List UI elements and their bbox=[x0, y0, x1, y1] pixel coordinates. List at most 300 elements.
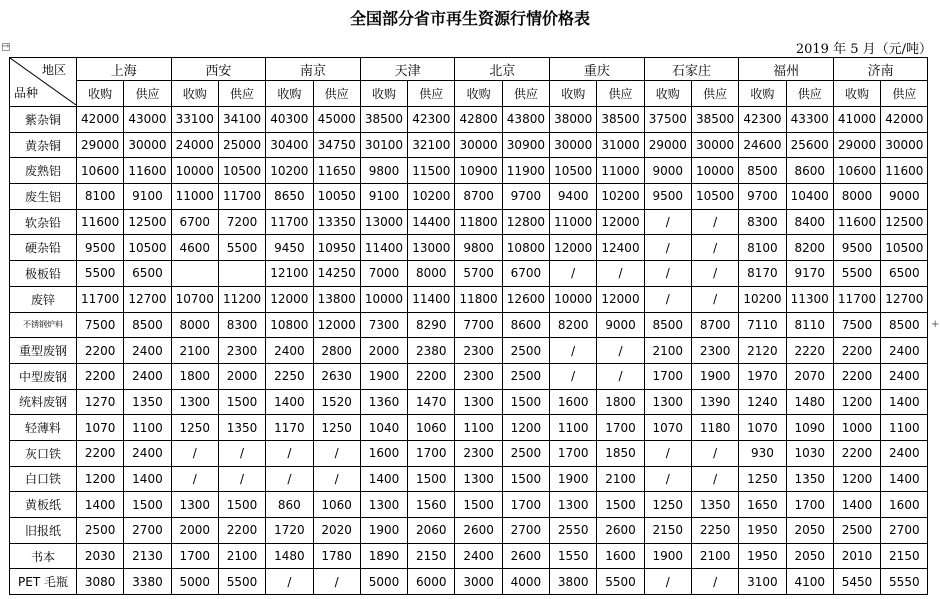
buy-price-cell: / bbox=[550, 338, 597, 364]
buy-price-cell: 1070 bbox=[739, 415, 786, 441]
supply-price-cell: 2060 bbox=[408, 518, 455, 544]
supply-price-cell: 10950 bbox=[313, 235, 360, 261]
supply-price-cell: 13350 bbox=[313, 209, 360, 235]
buy-price-cell: 42000 bbox=[77, 107, 124, 133]
supply-price-cell: 25600 bbox=[786, 132, 833, 158]
buy-price-cell: / bbox=[550, 261, 597, 287]
buy-price-cell: 9500 bbox=[833, 235, 880, 261]
buy-price-cell: 1500 bbox=[455, 492, 502, 518]
table-row bbox=[10, 312, 928, 338]
supply-price-cell: 1500 bbox=[218, 389, 265, 415]
table-row bbox=[10, 184, 928, 210]
buy-price-cell: / bbox=[644, 569, 691, 595]
buy-price-cell: 1100 bbox=[550, 415, 597, 441]
buy-price-cell: 11700 bbox=[833, 286, 880, 312]
supply-price-cell: 2150 bbox=[881, 543, 928, 569]
supply-price-cell: 2300 bbox=[691, 338, 738, 364]
supply-price-cell: / bbox=[597, 363, 644, 389]
supply-price-cell: 6700 bbox=[502, 261, 549, 287]
buy-price-cell: 2100 bbox=[171, 338, 218, 364]
supply-price-cell: 13000 bbox=[408, 235, 455, 261]
buy-price-cell: 1650 bbox=[739, 492, 786, 518]
buy-price-cell: 5500 bbox=[77, 261, 124, 287]
supply-price-cell: 2300 bbox=[218, 338, 265, 364]
table-row bbox=[10, 132, 928, 158]
supply-price-cell: 2050 bbox=[786, 518, 833, 544]
buy-price-header: 收购 bbox=[360, 81, 407, 107]
supply-price-cell: 32100 bbox=[408, 132, 455, 158]
buy-price-cell: 1360 bbox=[360, 389, 407, 415]
buy-price-cell: 10000 bbox=[171, 158, 218, 184]
buy-price-cell: 1300 bbox=[360, 492, 407, 518]
buy-price-cell: 2550 bbox=[550, 518, 597, 544]
supply-price-cell: 1600 bbox=[597, 543, 644, 569]
supply-price-cell: 8400 bbox=[786, 209, 833, 235]
supply-price-cell: 2800 bbox=[313, 338, 360, 364]
supply-price-cell: 1700 bbox=[786, 492, 833, 518]
supply-price-cell: 14250 bbox=[313, 261, 360, 287]
buy-price-cell: 10000 bbox=[550, 286, 597, 312]
supply-price-cell: 8600 bbox=[786, 158, 833, 184]
supply-price-cell: 12000 bbox=[313, 312, 360, 338]
material-name-cell: 重型废钢 bbox=[10, 338, 77, 364]
supply-price-cell: 10500 bbox=[881, 235, 928, 261]
buy-price-cell: 11700 bbox=[266, 209, 313, 235]
buy-price-header: 收购 bbox=[266, 81, 313, 107]
supply-price-cell: 11600 bbox=[881, 158, 928, 184]
supply-price-cell: 2500 bbox=[502, 338, 549, 364]
supply-price-cell: 1700 bbox=[502, 492, 549, 518]
buy-price-cell: 11800 bbox=[455, 286, 502, 312]
supply-price-cell: 10400 bbox=[786, 184, 833, 210]
supply-price-cell: 11300 bbox=[786, 286, 833, 312]
supply-price-cell: 12400 bbox=[597, 235, 644, 261]
buy-price-cell: 9450 bbox=[266, 235, 313, 261]
supply-price-cell: 12700 bbox=[124, 286, 171, 312]
paragraph-arrow-icon: → bbox=[1, 41, 10, 52]
buy-price-cell: 1200 bbox=[833, 389, 880, 415]
buy-price-cell: 8100 bbox=[739, 235, 786, 261]
buy-price-cell: 5000 bbox=[360, 569, 407, 595]
supply-price-cell: 11900 bbox=[502, 158, 549, 184]
city-header: 上海 bbox=[77, 58, 172, 81]
buy-price-cell: 1100 bbox=[455, 415, 502, 441]
add-column-icon[interactable]: + bbox=[931, 319, 940, 330]
supply-price-cell: 1500 bbox=[124, 492, 171, 518]
supply-price-cell: 1180 bbox=[691, 415, 738, 441]
buy-price-cell: 5450 bbox=[833, 569, 880, 595]
supply-price-cell: 12000 bbox=[597, 286, 644, 312]
supply-price-cell: 2380 bbox=[408, 338, 455, 364]
supply-price-cell: 12600 bbox=[502, 286, 549, 312]
supply-price-cell: 9000 bbox=[881, 184, 928, 210]
supply-price-cell: 45000 bbox=[313, 107, 360, 133]
buy-price-cell: 1900 bbox=[550, 466, 597, 492]
buy-price-cell: 29000 bbox=[77, 132, 124, 158]
buy-price-cell: 2100 bbox=[644, 338, 691, 364]
supply-price-cell: 1060 bbox=[408, 415, 455, 441]
supply-price-cell: 6500 bbox=[124, 261, 171, 287]
material-name-cell: 黄杂铜 bbox=[10, 132, 77, 158]
supply-price-cell: 2600 bbox=[597, 518, 644, 544]
supply-price-cell: 1850 bbox=[597, 440, 644, 466]
supply-price-cell: 1900 bbox=[691, 363, 738, 389]
buy-price-cell: 2000 bbox=[171, 518, 218, 544]
supply-price-cell: 11600 bbox=[124, 158, 171, 184]
buy-price-cell: 1070 bbox=[77, 415, 124, 441]
supply-price-cell: 1500 bbox=[218, 492, 265, 518]
supply-price-cell: 2100 bbox=[597, 466, 644, 492]
supply-price-header: 供应 bbox=[313, 81, 360, 107]
buy-price-cell: 37500 bbox=[644, 107, 691, 133]
supply-price-cell: 2250 bbox=[691, 518, 738, 544]
supply-price-cell: 8290 bbox=[408, 312, 455, 338]
buy-price-cell: 10000 bbox=[360, 286, 407, 312]
city-header: 北京 bbox=[455, 58, 550, 81]
supply-price-cell: 30900 bbox=[502, 132, 549, 158]
buy-price-cell: / bbox=[644, 466, 691, 492]
supply-price-cell: 43800 bbox=[502, 107, 549, 133]
supply-price-cell: 1500 bbox=[597, 492, 644, 518]
buy-price-cell: / bbox=[550, 363, 597, 389]
supply-price-cell: 43300 bbox=[786, 107, 833, 133]
buy-price-cell: 1300 bbox=[171, 492, 218, 518]
supply-price-cell: 2400 bbox=[881, 440, 928, 466]
buy-price-cell: 10600 bbox=[77, 158, 124, 184]
supply-price-cell: 12700 bbox=[881, 286, 928, 312]
supply-price-cell: 1030 bbox=[786, 440, 833, 466]
buy-price-header: 收购 bbox=[550, 81, 597, 107]
corner-item-label: 品种 bbox=[14, 86, 39, 100]
buy-price-cell: / bbox=[644, 209, 691, 235]
supply-price-cell: 2400 bbox=[124, 338, 171, 364]
buy-price-cell: 1950 bbox=[739, 518, 786, 544]
supply-price-cell: / bbox=[691, 440, 738, 466]
buy-price-cell bbox=[171, 261, 218, 287]
buy-price-cell: 1900 bbox=[644, 543, 691, 569]
buy-price-cell: 9100 bbox=[360, 184, 407, 210]
buy-price-cell: 10800 bbox=[266, 312, 313, 338]
buy-price-cell: / bbox=[644, 440, 691, 466]
buy-price-cell: 8100 bbox=[77, 184, 124, 210]
buy-price-cell: 8170 bbox=[739, 261, 786, 287]
buy-price-cell: / bbox=[644, 261, 691, 287]
material-name-cell: 灰口铁 bbox=[10, 440, 77, 466]
supply-price-header: 供应 bbox=[408, 81, 455, 107]
table-row bbox=[10, 543, 928, 569]
buy-price-cell: 1300 bbox=[644, 389, 691, 415]
buy-price-cell: 2200 bbox=[833, 338, 880, 364]
corner-region-label: 地区 bbox=[41, 63, 66, 77]
supply-price-cell: 2150 bbox=[408, 543, 455, 569]
supply-price-cell: 8500 bbox=[881, 312, 928, 338]
buy-price-cell: 8500 bbox=[644, 312, 691, 338]
buy-price-cell: 8500 bbox=[739, 158, 786, 184]
material-name-cell: 极板铅 bbox=[10, 261, 77, 287]
buy-price-cell: 1720 bbox=[266, 518, 313, 544]
supply-price-cell: 2400 bbox=[124, 440, 171, 466]
buy-price-cell: 33100 bbox=[171, 107, 218, 133]
material-name-cell: 黄板纸 bbox=[10, 492, 77, 518]
table-row bbox=[10, 286, 928, 312]
supply-price-cell: 14400 bbox=[408, 209, 455, 235]
buy-price-cell: 10500 bbox=[550, 158, 597, 184]
supply-price-cell: 2020 bbox=[313, 518, 360, 544]
buy-price-cell: 2200 bbox=[833, 440, 880, 466]
supply-price-cell: 38500 bbox=[691, 107, 738, 133]
buy-price-cell: 29000 bbox=[833, 132, 880, 158]
supply-price-cell: 8500 bbox=[124, 312, 171, 338]
supply-price-cell: 12000 bbox=[597, 209, 644, 235]
buy-price-cell: 10700 bbox=[171, 286, 218, 312]
supply-price-cell: / bbox=[691, 261, 738, 287]
supply-price-cell: 38500 bbox=[597, 107, 644, 133]
supply-price-cell: 5500 bbox=[218, 569, 265, 595]
material-name-cell: 白口铁 bbox=[10, 466, 77, 492]
material-name-cell: 中型废钢 bbox=[10, 363, 77, 389]
buy-price-cell: 5500 bbox=[833, 261, 880, 287]
supply-price-cell: 1390 bbox=[691, 389, 738, 415]
material-name-cell: 旧报纸 bbox=[10, 518, 77, 544]
supply-price-cell: 1780 bbox=[313, 543, 360, 569]
supply-price-header: 供应 bbox=[597, 81, 644, 107]
table-row bbox=[10, 209, 928, 235]
supply-price-cell: 8600 bbox=[502, 312, 549, 338]
supply-price-cell: / bbox=[218, 466, 265, 492]
date-unit-label: 2019 年 5 月（元/吨） bbox=[795, 42, 932, 57]
buy-price-cell: 4600 bbox=[171, 235, 218, 261]
supply-price-cell: 10500 bbox=[124, 235, 171, 261]
supply-price-cell: 1100 bbox=[881, 415, 928, 441]
supply-price-cell: 10050 bbox=[313, 184, 360, 210]
supply-price-cell: 9170 bbox=[786, 261, 833, 287]
buy-price-cell: 11000 bbox=[171, 184, 218, 210]
buy-price-cell: 1700 bbox=[171, 543, 218, 569]
supply-price-cell: 11650 bbox=[313, 158, 360, 184]
buy-price-cell: 1040 bbox=[360, 415, 407, 441]
supply-price-cell: 1500 bbox=[408, 466, 455, 492]
buy-price-cell: 24600 bbox=[739, 132, 786, 158]
buy-price-cell: / bbox=[644, 286, 691, 312]
buy-price-cell: 2400 bbox=[266, 338, 313, 364]
supply-price-cell: 34750 bbox=[313, 132, 360, 158]
buy-price-cell: 2200 bbox=[77, 440, 124, 466]
supply-price-cell: 34100 bbox=[218, 107, 265, 133]
supply-price-header: 供应 bbox=[502, 81, 549, 107]
material-name-cell: PET 毛瓶 bbox=[10, 569, 77, 595]
supply-price-cell: 5500 bbox=[218, 235, 265, 261]
material-name-cell: 软杂铅 bbox=[10, 209, 77, 235]
table-move-handle-icon[interactable] bbox=[2, 43, 10, 51]
supply-price-cell: 11400 bbox=[408, 286, 455, 312]
supply-price-cell: 11700 bbox=[218, 184, 265, 210]
supply-price-cell: 2100 bbox=[691, 543, 738, 569]
city-header: 济南 bbox=[833, 58, 928, 81]
supply-price-cell: 8300 bbox=[218, 312, 265, 338]
buy-price-cell: 30400 bbox=[266, 132, 313, 158]
supply-price-cell: 2700 bbox=[881, 518, 928, 544]
buy-price-cell: 9800 bbox=[455, 235, 502, 261]
supply-price-cell: / bbox=[313, 569, 360, 595]
buy-price-cell: 11600 bbox=[77, 209, 124, 235]
supply-price-cell: 1350 bbox=[786, 466, 833, 492]
buy-price-cell: 2200 bbox=[833, 363, 880, 389]
buy-price-cell: 10200 bbox=[266, 158, 313, 184]
city-header: 石家庄 bbox=[644, 58, 739, 81]
buy-price-header: 收购 bbox=[833, 81, 880, 107]
buy-price-cell: 2500 bbox=[77, 518, 124, 544]
supply-price-cell: 10800 bbox=[502, 235, 549, 261]
buy-price-cell: 42300 bbox=[739, 107, 786, 133]
supply-price-cell: 12500 bbox=[124, 209, 171, 235]
buy-price-cell: 2600 bbox=[455, 518, 502, 544]
buy-price-cell: 2300 bbox=[455, 338, 502, 364]
table-row bbox=[10, 415, 928, 441]
buy-price-cell: 1400 bbox=[266, 389, 313, 415]
buy-price-cell: 10900 bbox=[455, 158, 502, 184]
buy-price-cell: 1200 bbox=[833, 466, 880, 492]
table-row bbox=[10, 518, 928, 544]
supply-price-header: 供应 bbox=[691, 81, 738, 107]
supply-price-cell: 1350 bbox=[218, 415, 265, 441]
table-row bbox=[10, 235, 928, 261]
supply-price-header: 供应 bbox=[881, 81, 928, 107]
buy-price-cell: 42800 bbox=[455, 107, 502, 133]
supply-price-cell: 2400 bbox=[881, 338, 928, 364]
supply-price-cell: 10500 bbox=[218, 158, 265, 184]
page-title: 全国部分省市再生资源行情价格表 bbox=[349, 9, 590, 28]
buy-price-cell: 2300 bbox=[455, 363, 502, 389]
buy-price-cell: 11400 bbox=[360, 235, 407, 261]
supply-price-cell: 2100 bbox=[218, 543, 265, 569]
buy-price-cell: 1950 bbox=[739, 543, 786, 569]
buy-price-cell: 2300 bbox=[455, 440, 502, 466]
buy-price-cell: 8000 bbox=[171, 312, 218, 338]
buy-price-header: 收购 bbox=[739, 81, 786, 107]
supply-price-cell: 2600 bbox=[502, 543, 549, 569]
supply-price-cell: 1200 bbox=[502, 415, 549, 441]
buy-price-cell: 12100 bbox=[266, 261, 313, 287]
buy-price-cell: 1000 bbox=[833, 415, 880, 441]
supply-price-cell: 2200 bbox=[218, 518, 265, 544]
buy-price-cell: 1800 bbox=[171, 363, 218, 389]
supply-price-cell: 25000 bbox=[218, 132, 265, 158]
buy-price-cell: 11800 bbox=[455, 209, 502, 235]
supply-price-cell: 1700 bbox=[408, 440, 455, 466]
supply-price-cell: 1090 bbox=[786, 415, 833, 441]
buy-price-cell: 7700 bbox=[455, 312, 502, 338]
supply-price-cell: 10500 bbox=[691, 184, 738, 210]
supply-price-cell: 13800 bbox=[313, 286, 360, 312]
supply-price-cell: 9700 bbox=[502, 184, 549, 210]
supply-price-cell: 11200 bbox=[218, 286, 265, 312]
supply-price-cell: 4100 bbox=[786, 569, 833, 595]
buy-price-cell: 3100 bbox=[739, 569, 786, 595]
buy-price-cell: 1240 bbox=[739, 389, 786, 415]
buy-price-cell: 7500 bbox=[77, 312, 124, 338]
supply-price-cell: / bbox=[597, 261, 644, 287]
material-name-cell: 书本 bbox=[10, 543, 77, 569]
buy-price-cell: 12000 bbox=[550, 235, 597, 261]
buy-price-cell: / bbox=[644, 235, 691, 261]
buy-price-cell: 1200 bbox=[77, 466, 124, 492]
buy-price-cell: 1300 bbox=[171, 389, 218, 415]
buy-price-cell: 1250 bbox=[171, 415, 218, 441]
supply-price-cell: / bbox=[218, 440, 265, 466]
supply-price-cell: 2200 bbox=[408, 363, 455, 389]
city-header: 福州 bbox=[739, 58, 834, 81]
price-table bbox=[9, 57, 928, 595]
supply-price-cell: 1400 bbox=[881, 466, 928, 492]
supply-price-cell: 6000 bbox=[408, 569, 455, 595]
supply-price-cell: 1520 bbox=[313, 389, 360, 415]
buy-price-cell: 1300 bbox=[455, 466, 502, 492]
buy-price-cell: 8650 bbox=[266, 184, 313, 210]
buy-price-cell: / bbox=[266, 440, 313, 466]
buy-price-cell: 1250 bbox=[644, 492, 691, 518]
supply-price-cell: 10000 bbox=[691, 158, 738, 184]
buy-price-cell: 30100 bbox=[360, 132, 407, 158]
supply-price-cell: / bbox=[691, 466, 738, 492]
material-name-cell: 废锌 bbox=[10, 286, 77, 312]
supply-price-cell: 9100 bbox=[124, 184, 171, 210]
supply-price-cell: 1400 bbox=[881, 389, 928, 415]
buy-price-cell: 2200 bbox=[77, 338, 124, 364]
buy-price-cell: 2500 bbox=[833, 518, 880, 544]
corner-header bbox=[10, 58, 77, 107]
supply-price-cell: 42300 bbox=[408, 107, 455, 133]
supply-price-cell: 30000 bbox=[124, 132, 171, 158]
supply-price-cell: 2050 bbox=[786, 543, 833, 569]
supply-price-cell: / bbox=[691, 569, 738, 595]
supply-price-header: 供应 bbox=[786, 81, 833, 107]
buy-price-cell: 1890 bbox=[360, 543, 407, 569]
buy-price-cell: 1250 bbox=[739, 466, 786, 492]
buy-price-cell: 8700 bbox=[455, 184, 502, 210]
buy-price-header: 收购 bbox=[455, 81, 502, 107]
supply-price-cell: 1470 bbox=[408, 389, 455, 415]
city-header: 重庆 bbox=[550, 58, 645, 81]
buy-price-cell: 9500 bbox=[77, 235, 124, 261]
table-row bbox=[10, 492, 928, 518]
buy-price-cell: 2400 bbox=[455, 543, 502, 569]
supply-price-cell: 2000 bbox=[218, 363, 265, 389]
supply-price-cell: / bbox=[691, 286, 738, 312]
supply-price-cell: 2070 bbox=[786, 363, 833, 389]
buy-price-cell: 6700 bbox=[171, 209, 218, 235]
buy-price-cell: 30000 bbox=[455, 132, 502, 158]
buy-price-cell: 1170 bbox=[266, 415, 313, 441]
supply-price-cell: 11000 bbox=[597, 158, 644, 184]
buy-price-cell: 3800 bbox=[550, 569, 597, 595]
city-header: 天津 bbox=[360, 58, 455, 81]
buy-price-cell: 24000 bbox=[171, 132, 218, 158]
buy-price-cell: 9000 bbox=[644, 158, 691, 184]
table-row bbox=[10, 363, 928, 389]
buy-price-cell: 1600 bbox=[550, 389, 597, 415]
supply-price-cell: 1250 bbox=[313, 415, 360, 441]
material-name-cell: 硬杂铅 bbox=[10, 235, 77, 261]
supply-price-cell: 1700 bbox=[597, 415, 644, 441]
material-name-cell: 不锈钢炉料 bbox=[10, 312, 77, 338]
table-row bbox=[10, 158, 928, 184]
supply-price-cell: 2500 bbox=[502, 363, 549, 389]
supply-price-cell: / bbox=[597, 338, 644, 364]
buy-price-cell: 1270 bbox=[77, 389, 124, 415]
supply-price-cell: 30000 bbox=[881, 132, 928, 158]
table-row bbox=[10, 261, 928, 287]
buy-price-cell: 1300 bbox=[455, 389, 502, 415]
